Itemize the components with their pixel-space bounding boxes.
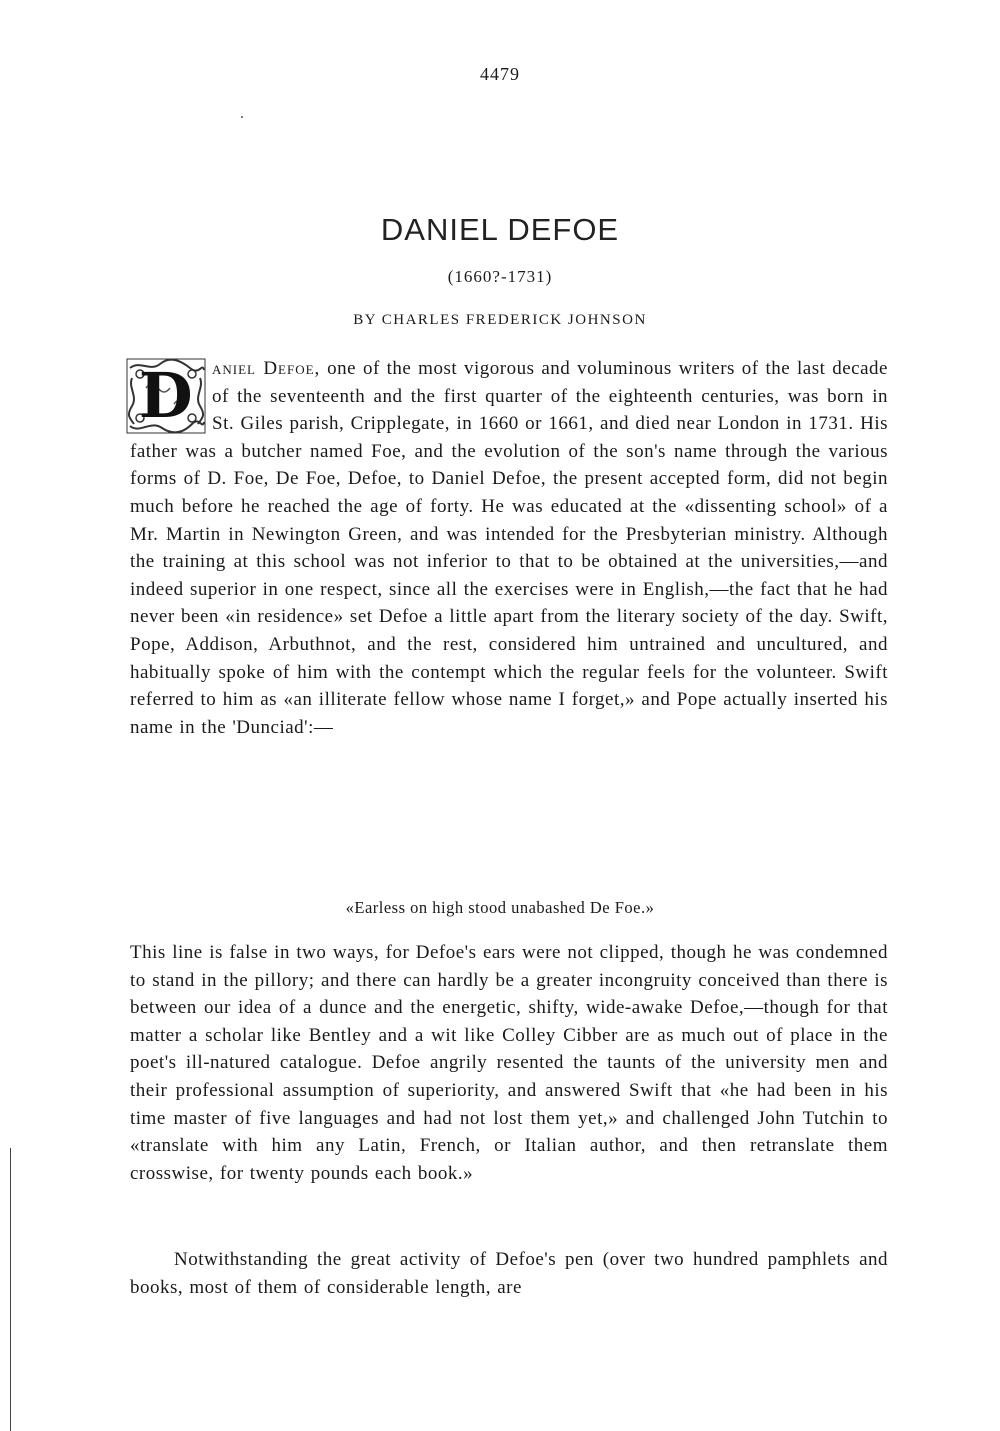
article-title: DANIEL DEFOE	[380, 212, 620, 247]
byline: BY CHARLES FREDERICK JOHNSON	[353, 312, 647, 328]
scan-margin-line	[10, 1148, 11, 1431]
paragraph-3: Notwithstanding the great activity of Defoe's pen (over two hundred pamphlets and books, most of them of considerable length, are	[130, 1249, 888, 1298]
opening-words: aniel Defoe,	[212, 358, 321, 379]
page-number: 4479	[480, 64, 520, 84]
block-quote: «Earless on high stood unabashed De Foe.»	[345, 898, 655, 917]
paragraph-1-text: one of the most vigorous and voluminous writers of the last decade of the seventeenth and the first quarter of the eighteenth centuries, was born in St. Giles parish, Cripplegate, in 1660 or 1661, and died near London in 1731. His father was a butcher named Foe, and the evolution of the son's name through the various forms of D. Foe, De Foe, Defoe, to Daniel Defoe, the present accepted form, did not begin much before he reached the age of forty. He was educated at the «dissenting school» of a Mr. Martin in Newington Green, and was intended for the Presbyterian ministry. Although the training at this school was not inferior to that to be obtained at the universities,—and indeed superior in one respect, since all the exercises were in English,—the fact that he had never been «in residence» set Defoe a little apart from the literary society of the day. Swift, Pope, Addison, Arbuthnot, and the rest, considered him untrained and uncultured, and habitually spoke of him with the contempt which the regular feels for the volunteer. Swift referred to him as «an illiterate fellow whose name I forget,» and Pope actually inserted his name in the 'Dunciad':—	[130, 358, 888, 738]
paragraph-2: This line is false in two ways, for Defoe's ears were not clipped, though he was condemned to stand in the pillory; and there can hardly be a greater incongruity conceived than there is between our idea of a dunce and the energetic, shifty, wide-awake Defoe,—though for that matter a scholar like Bentley and a wit like Colley Cibber are as much out of place in the poet's ill-natured catalogue. Defoe angrily resented the taunts of the university men and their professional assumption of superiority, and answered Swift that «he had been in his time master of five languages and had not lost them yet,» and challenged John Tutchin to «translate with him any Latin, French, or Italian author, and then retranslate them crosswise, for twenty pounds each book.»	[130, 942, 888, 1184]
paragraph-1	[130, 355, 888, 741]
ornamental-drop-cap	[126, 358, 206, 434]
author-dates: (1660?-1731)	[447, 267, 553, 286]
scan-speck	[241, 116, 243, 118]
drop-cap-letter: D	[138, 359, 194, 432]
